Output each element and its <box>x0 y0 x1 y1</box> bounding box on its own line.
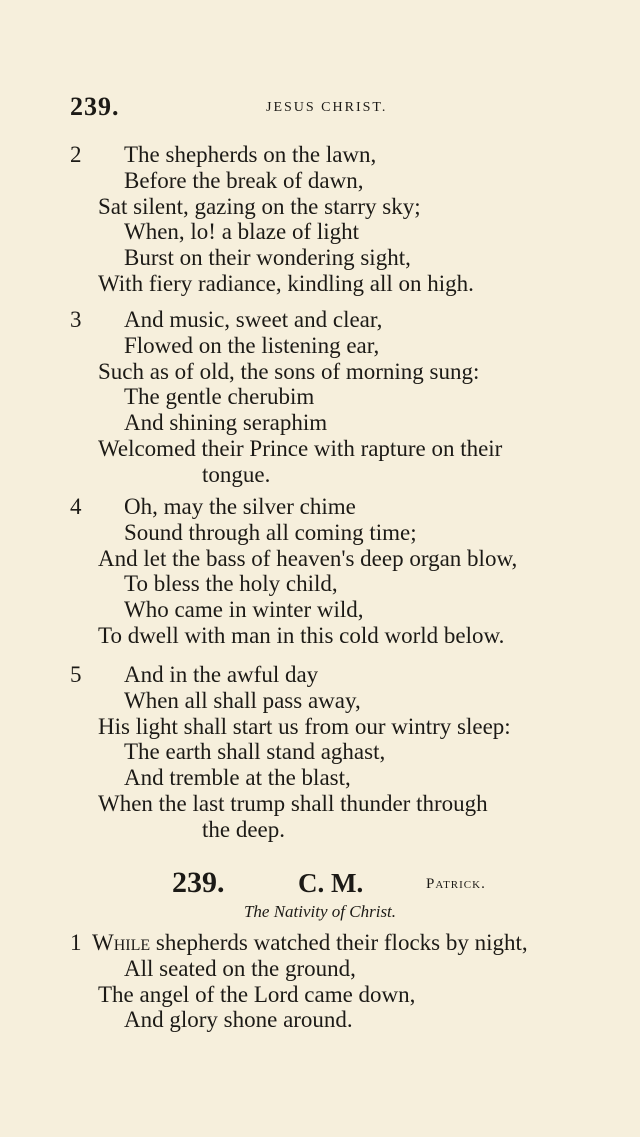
verse-line: When, lo! a blaze of light <box>124 219 360 245</box>
verse-line: Before the break of dawn, <box>124 167 364 193</box>
verse-line: Burst on their wondering sight, <box>124 245 411 271</box>
verse-line: To bless the holy child, <box>124 571 338 597</box>
stanza-2 <box>70 142 615 297</box>
verse-line: The shepherds on the lawn, <box>124 142 377 167</box>
verse-line: His light shall start us from our wintry sleep: <box>98 713 511 739</box>
verse-line: When all shall pass away, <box>124 687 361 713</box>
verse-line <box>92 930 528 956</box>
verse-line: When the last trump shall thunder through <box>98 790 488 816</box>
stanza-4 <box>70 494 615 649</box>
verse-line: And glory shone around. <box>124 1007 353 1033</box>
running-header <box>70 92 570 122</box>
stanza-number: 3 <box>70 307 82 332</box>
verse-line: The angel of the Lord came down, <box>98 981 416 1007</box>
verse-line: Such as of old, the sons of morning sung: <box>98 358 480 384</box>
verse-line: Flowed on the listening ear, <box>124 332 380 358</box>
verse-line: And shining seraphim <box>124 410 328 436</box>
stanza-number: 2 <box>70 142 82 167</box>
verse-line: And tremble at the blast, <box>124 765 351 791</box>
verse-line: And let the bass of heaven's deep organ blow, <box>98 545 518 571</box>
stanza-5 <box>70 662 615 843</box>
tune-name: Patrick. <box>426 876 486 892</box>
verse-line: All seated on the ground, <box>124 955 356 981</box>
verse-line: And music, sweet and clear, <box>124 307 383 332</box>
verse-line-continuation: the deep. <box>202 816 286 842</box>
verse-line: Sound through all coming time; <box>124 519 417 545</box>
verse-line: The earth shall stand aghast, <box>124 739 386 765</box>
verse-line: And in the awful day <box>124 662 319 687</box>
stanza-3 <box>70 307 615 488</box>
hymn-meter: C. M. <box>298 868 364 898</box>
first-word: While <box>92 930 151 955</box>
verse-line: The gentle cherubim <box>124 384 315 410</box>
verse-line: To dwell with man in this cold world below. <box>98 622 505 648</box>
hymn-title: The Nativity of Christ. <box>243 902 397 921</box>
hymn-number: 239. <box>172 866 225 899</box>
hymn-heading <box>172 866 532 900</box>
verse-line: Sat silent, gazing on the starry sky; <box>98 193 421 219</box>
verse-line: Welcomed their Prince with rapture on their <box>98 435 503 461</box>
verse-line-continuation: tongue. <box>202 461 271 487</box>
verse-line: With fiery radiance, kindling all on high. <box>98 270 474 296</box>
verse-line: Oh, may the silver chime <box>124 494 356 519</box>
running-title: JESUS CHRIST. <box>266 100 388 115</box>
stanza-number: 5 <box>70 662 82 687</box>
verse-line-rest: shepherds watched their flocks by night, <box>155 930 528 955</box>
hymn-stanza-1 <box>70 930 615 1033</box>
stanza-number: 1 <box>70 930 82 955</box>
page-number: 239. <box>70 92 120 121</box>
stanza-number: 4 <box>70 494 82 519</box>
verse-line: Who came in winter wild, <box>124 597 364 623</box>
